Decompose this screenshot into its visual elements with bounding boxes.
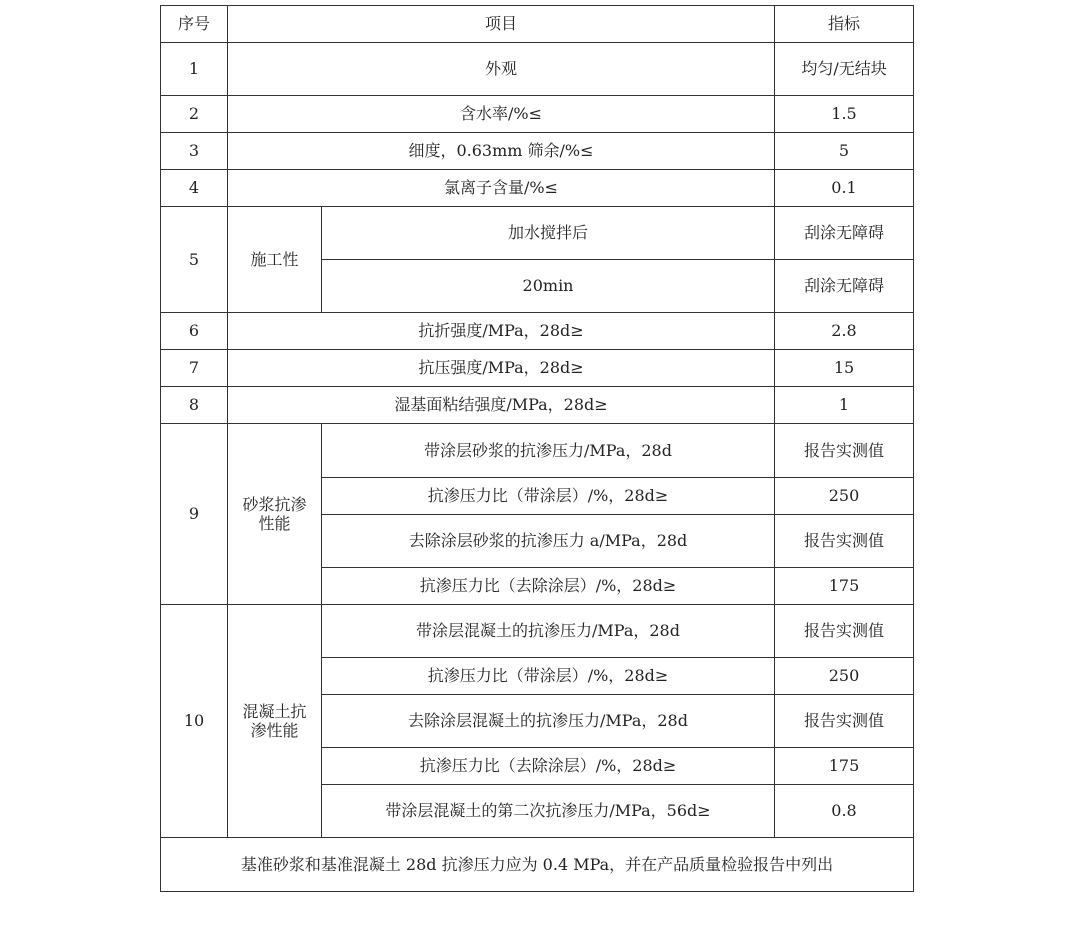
row-item: 含水率/%≤: [228, 96, 775, 133]
sub-item: 加水搅拌后: [322, 207, 775, 260]
row-index: 2.8: [775, 313, 914, 350]
row-item: 细度，0.63mm 筛余/%≤: [228, 133, 775, 170]
sub-index: 报告实测值: [775, 605, 914, 658]
table-row: [161, 387, 914, 424]
group-label-line1: 砂浆抗渗: [242, 494, 307, 514]
group-label-line2: 性能: [258, 514, 291, 533]
group-label-line2: 渗性能: [250, 721, 299, 740]
table-row: [161, 96, 914, 133]
row-index: 1.5: [775, 96, 914, 133]
sub-index: 报告实测值: [775, 515, 914, 568]
sub-index: 175: [775, 568, 914, 605]
sub-item: 抗渗压力比（去除涂层）/%，28d≥: [322, 568, 775, 605]
header-row: [161, 6, 914, 43]
footnote-row: [161, 838, 914, 892]
table-row: [161, 43, 914, 96]
row-no: 10: [161, 605, 228, 838]
sub-index: 250: [775, 658, 914, 695]
sub-item: 去除涂层砂浆的抗渗压力 a/MPa，28d: [322, 515, 775, 568]
sub-item: 去除涂层混凝土的抗渗压力/MPa，28d: [322, 695, 775, 748]
table-row: [161, 313, 914, 350]
sub-index: 250: [775, 478, 914, 515]
row-no: 2: [161, 96, 228, 133]
row-index: 均匀/无结块: [775, 43, 914, 96]
group-label: 施工性: [228, 207, 322, 313]
row-no: 3: [161, 133, 228, 170]
sub-item: 带涂层混凝土的抗渗压力/MPa，28d: [322, 605, 775, 658]
table-row: [161, 605, 914, 658]
row-item: 湿基面粘结强度/MPa，28d≥: [228, 387, 775, 424]
row-no: 5: [161, 207, 228, 313]
group-label: [228, 605, 322, 838]
group-label: [228, 424, 322, 605]
sub-item: 带涂层混凝土的第二次抗渗压力/MPa，56d≥: [322, 785, 775, 838]
sub-index: 报告实测值: [775, 695, 914, 748]
row-no: 8: [161, 387, 228, 424]
header-item: 项目: [228, 6, 775, 43]
row-no: 1: [161, 43, 228, 96]
row-index: 1: [775, 387, 914, 424]
row-no: 9: [161, 424, 228, 605]
sub-item: 20min: [322, 260, 775, 313]
table-row: [161, 424, 914, 478]
sub-item: 抗渗压力比（带涂层）/%，28d≥: [322, 478, 775, 515]
table-row: [161, 350, 914, 387]
sub-item: 带涂层砂浆的抗渗压力/MPa，28d: [322, 424, 775, 478]
footnote: 基准砂浆和基准混凝土 28d 抗渗压力应为 0.4 MPa，并在产品质量检验报告中列出: [161, 838, 914, 892]
header-index: 指标: [775, 6, 914, 43]
row-index: 15: [775, 350, 914, 387]
sub-item: 抗渗压力比（带涂层）/%，28d≥: [322, 658, 775, 695]
row-index: 0.1: [775, 170, 914, 207]
row-no: 7: [161, 350, 228, 387]
row-item: 抗压强度/MPa，28d≥: [228, 350, 775, 387]
sub-index: 报告实测值: [775, 424, 914, 478]
row-item: 氯离子含量/%≤: [228, 170, 775, 207]
spec-table: [160, 5, 914, 892]
row-index: 5: [775, 133, 914, 170]
row-no: 4: [161, 170, 228, 207]
table-row: [161, 207, 914, 260]
table-row: [161, 170, 914, 207]
sub-index: 0.8: [775, 785, 914, 838]
sub-index: 刮涂无障碍: [775, 260, 914, 313]
header-no: 序号: [161, 6, 228, 43]
sub-index: 刮涂无障碍: [775, 207, 914, 260]
table-row: [161, 133, 914, 170]
row-no: 6: [161, 313, 228, 350]
row-item: 外观: [228, 43, 775, 96]
sub-index: 175: [775, 748, 914, 785]
row-item: 抗折强度/MPa，28d≥: [228, 313, 775, 350]
sub-item: 抗渗压力比（去除涂层）/%，28d≥: [322, 748, 775, 785]
group-label-line1: 混凝土抗: [242, 701, 307, 721]
